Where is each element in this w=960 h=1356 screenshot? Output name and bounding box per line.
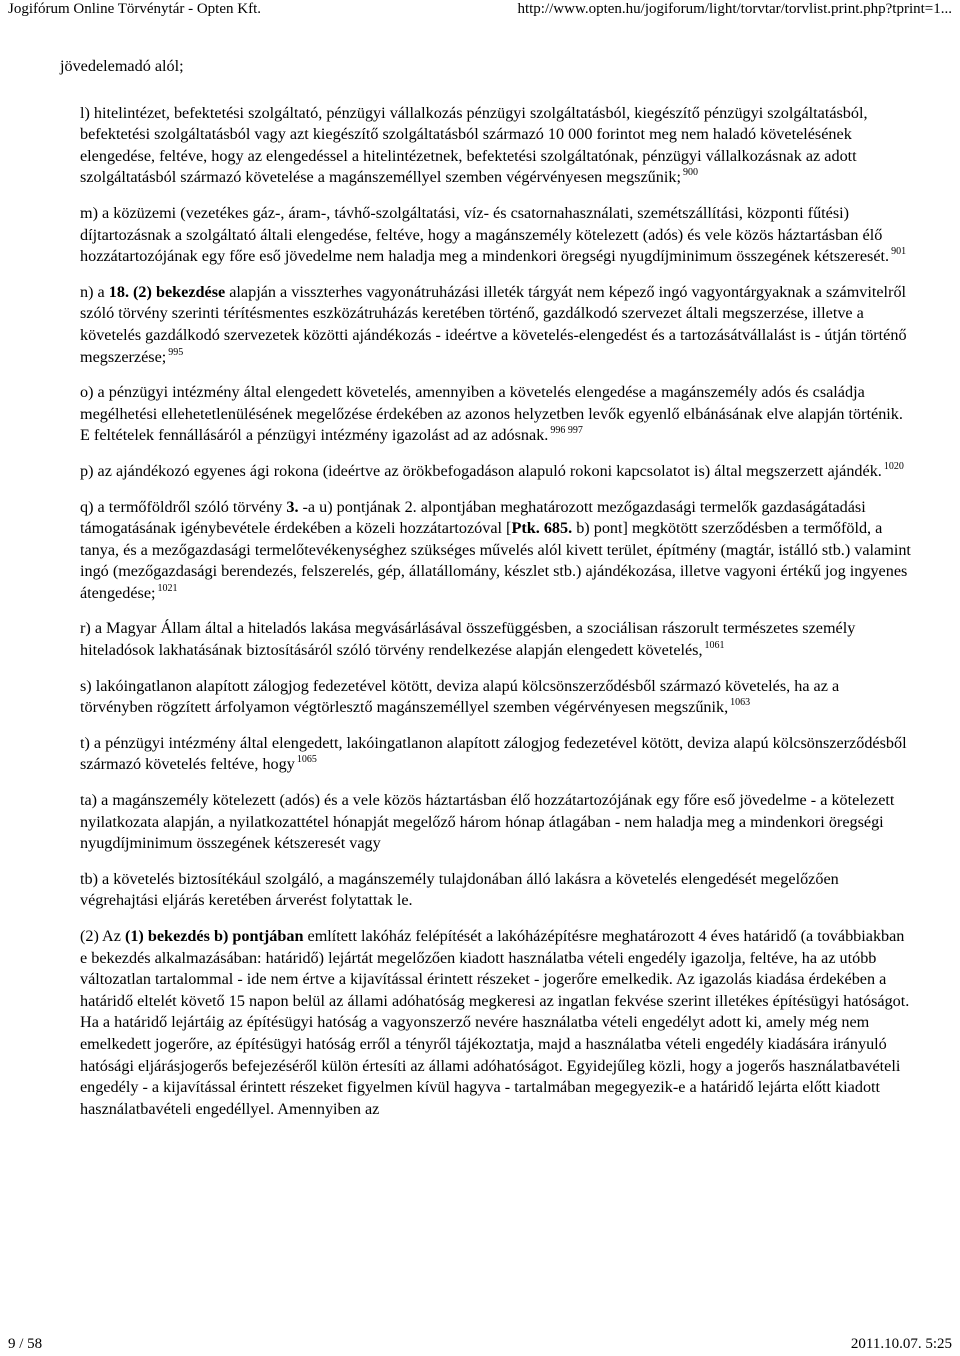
point-l — [60, 103, 912, 189]
section-link[interactable]: 18. — [108, 282, 129, 301]
footnote-ref[interactable]: 900 — [682, 167, 698, 179]
point-m-text: m) a közüzemi (vezetékes gáz-, áram-, távhő-szolgáltatási, víz- és csatornahasználati, szemétszállítási, központi fűtési) díjtartozásnak a szolgáltató általi elengedése, feltéve, hogy a magánszemély kötelezett (adós) és vele közös háztartásban élő hozzátartozójának egy főre eső jövedelme nem haladja meg a mindenkori öregségi nyugdíjminimum összegének kétszeresét. — [80, 203, 890, 266]
point-o-text: o) a pénzügyi intézmény által elengedett követelés, amennyiben a követelés elengedése a magánszemély adós és családja megélhetési ellehetetlenülésének megelőzése érdekében az azonos helyzetben levők egyenlő elbánásának elve alapján történik. E feltételek fennállásáról a pénzügyi intézmény igazolást ad az adósnak. — [80, 383, 903, 445]
footnote-ref[interactable]: 1063 — [730, 697, 751, 709]
point-n-text-a: n) a — [80, 282, 109, 301]
point-r — [60, 618, 912, 661]
point-n-text-c: alapján a visszterhes vagyonátruházási illeték tárgyát nem képező ingó vagyontárgyaknak a számvitelről szóló törvény szerinti térítésmentes eszközátruházás keretében történő, gazdálkodó szervezet általi megszerzése, illetve a követelés gazdálkodó szervezetek közötti ajándékozás - ideértve a követelés-elengedést és a tartozásátvállalást is - útján történő megszerzése; — [80, 282, 907, 366]
point-l-text: l) hitelintézet, befektetési szolgáltató, pénzügyi vállalkozás pénzügyi szolgáltatásból, kiegészítő pénzügyi szolgáltatásból, befektetési szolgáltatásból vagy azt kiegészítő szolgáltatásból származó 10 000 forintot meg nem haladó követelésének elengedése, feltéve, hogy az elengedéssel a hitelintézetnek, befektetési szolgáltatónak, pénzügyi vállalkozásnak az adott szolgáltatásból származó követelése a magánszeméllyel szemben végérvényesen megszűnik; — [80, 103, 868, 187]
footnote-ref[interactable]: 1020 — [883, 460, 904, 472]
point-o — [60, 382, 912, 447]
footnote-ref[interactable]: 901 — [891, 246, 907, 258]
paragraph-2-text-b: említett lakóház felépítését a lakóházépítésre meghatározott 4 éves határidő (a továbbiakban e bekezdés alkalmazásában: határidő) lejártát megelőzően kiadott használatba vételi engedély igazolja, feltéve, ha az utóbb változatlan tartalommal - ide nem értve a kijavítással érintett részeket - jogerőre emelkedik. Az igazolás kiadása érdekében a határidő eltelét követő 15 napon belül az állami adóhatóság megkeresi az ingatlan fekvése szerint illetékes építésügyi hatóságot. Ha a határidő lejártáig az építésügyi hatóság a vagyonszerző nevére használatba vételi engedélyt adott ki, amely még nem emelkedett jogerőre, az építésügyi hatóság erről a tényről tájékoztatja, majd a használatba vételi engedély kiadására irányuló hatósági eljárásjogerős befejezéséről külön értesíti az állami adóhatóságot. Egyidejűleg közli, hogy a jogerős használatbavételi engedély - a kijavítással érintett részeket figyelmen kívül hagyva - tartalmában megegyezik-e a határidő lejárta előtt kiadott használatbavételi engedéllyel. Amennyiben az — [80, 927, 910, 1118]
footnote-ref[interactable]: 1061 — [704, 640, 725, 652]
footnote-ref[interactable]: 1065 — [296, 754, 317, 766]
section-link[interactable]: 3. — [286, 497, 299, 516]
point-r-text: r) a Magyar Állam által a hiteladós lakása megvásárlásával összefüggésben, a szociálisan rászorult természetes személy hiteladósok lakhatásának biztosításáról szóló törvény rendelkezése alapján elengedett követelés, — [80, 619, 856, 660]
paragraph-continuation: jövedelemadó alól; — [60, 57, 184, 75]
point-q-text-a: q) a termőföldről szóló törvény — [80, 497, 287, 516]
footnote-ref[interactable]: 996 997 — [550, 425, 583, 437]
ptk-link[interactable]: Ptk. 685. — [511, 519, 573, 538]
paragraph-link[interactable]: (2) bekezdése — [133, 282, 226, 301]
print-datetime: 2011.10.07. 5:25 — [850, 1336, 952, 1352]
point-q — [60, 497, 912, 605]
point-t — [60, 733, 912, 776]
page-number: 9 / 58 — [8, 1336, 43, 1352]
point-n — [60, 282, 912, 368]
footnote-ref[interactable]: 995 — [168, 346, 184, 358]
point-t-text: t) a pénzügyi intézmény által elengedett, lakóingatlanon alapított zálogjog fedezetével kötött, deviza alapú kölcsönszerződésből származó követelés feltéve, hogy — [80, 733, 907, 774]
point-p-text: p) az ajándékozó egyenes ági rokona (ideértve az örökbefogadáson alapuló rokoni kapcsolatot is) által megszerzett ajándék. — [80, 461, 882, 480]
point-q-text-c: b) pont] megkötött szerződésben a termőföld, a tanya, és a mezőgazdasági termelőtevékenységhez szükséges művelés alól kivett terület, építmény (magtár, istálló stb.) valamint ingó (mezőgazdasági berendezés, felszerelés, gép, állatállomány, készlet stb.) ajándékozása, illetve vagyoni értékű jog ingyenes átengedése; — [80, 519, 911, 602]
point-ta: ta) a magánszemély kötelezett (adós) és a vele közös háztartásban élő hozzátartozójának egy főre eső jövedelme - a kötelezett nyilatkozata alapján, a nyilatkozattétel hónapját megelőző három hónap átlagában - nem haladja meg a mindenkori öregségi nyugdíjminimum összegének kétszeresét vagy — [80, 791, 895, 853]
point-p — [60, 461, 912, 483]
page-header — [0, 0, 960, 22]
point-tb: tb) a követelés biztosítékául szolgáló, a magánszemély tulajdonában álló lakásra a követelés elengedését megelőzően végrehajtási eljárás keretében árverést folytattak le. — [80, 869, 839, 910]
point-s-text: s) lakóingatlanon alapított zálogjog fedezetével kötött, deviza alapú kölcsönszerződésből származó követelés, ha az a törvényben rögzített árfolyamon végtörlesztő magánszeméllyel szemben végérvényesen megszűnik, — [80, 676, 840, 717]
point-m — [60, 203, 912, 268]
footnote-ref[interactable]: 1021 — [157, 582, 178, 594]
paragraph-2-text-a: (2) Az — [80, 927, 125, 945]
point-s — [60, 676, 912, 719]
paragraph-ref-link[interactable]: (1) bekezdés b) pontjában — [124, 927, 304, 945]
document-body — [60, 56, 912, 1134]
point-q-text-b: -a u) pontjának 2. alpontjában meghatározott mezőgazdasági termelők gazdaságátadási támogatásának igénybevétele érdekében a közeli hozzátartozóval [ — [80, 497, 866, 538]
page-footer — [0, 1334, 960, 1356]
header-url: http://www.opten.hu/jogiforum/light/torvtar/torvlist.print.php?tprint=1... — [517, 1, 952, 17]
paragraph-2 — [60, 926, 912, 1120]
header-site-title: Jogifórum Online Törvénytár - Opten Kft. — [8, 1, 262, 17]
